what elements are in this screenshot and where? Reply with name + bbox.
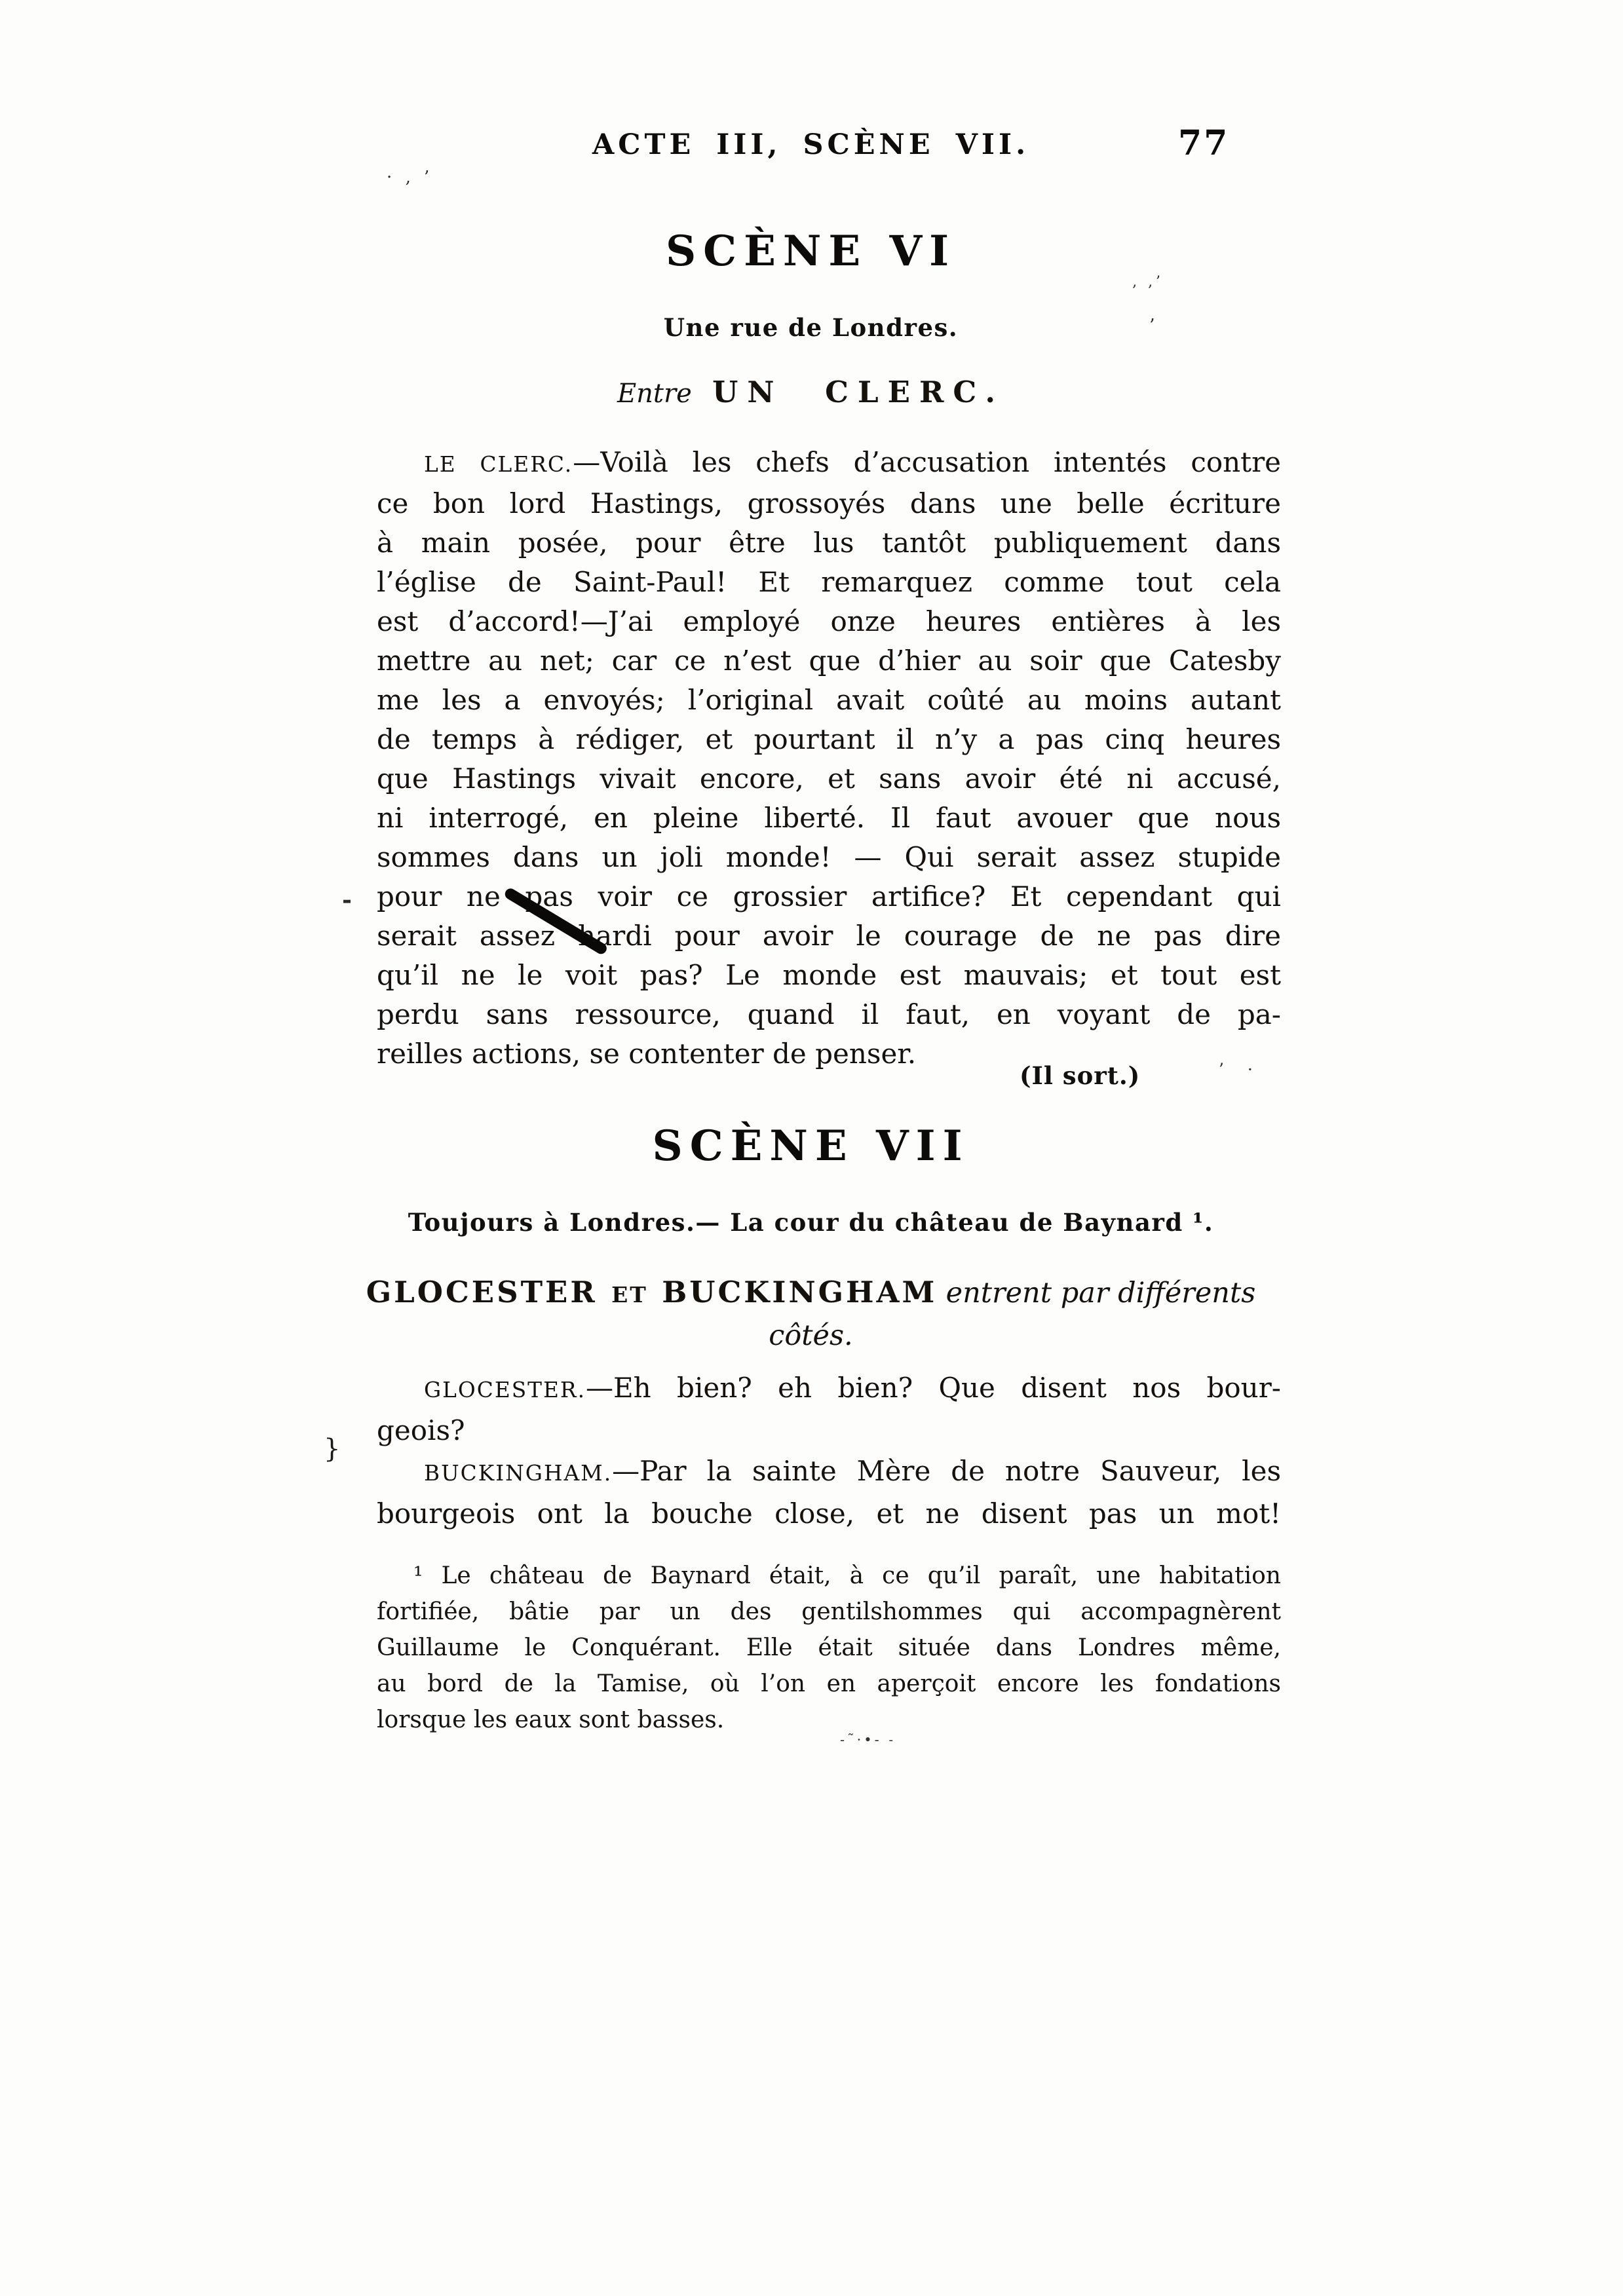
speech-line: ce bon lord Hastings, grossoyés dans une belle écriture <box>377 487 1281 519</box>
speech-line: mettre au net; car ce n’est que d’hier au soir que Catesby <box>377 645 1281 677</box>
speech-line: serait assez hardi pour avoir le courage de ne pas dire <box>377 920 1281 952</box>
margin-dash-mark: - <box>342 886 352 914</box>
speech-line: reilles actions, se contenter de penser. <box>377 1038 917 1070</box>
bottom-smudge: -˜·•‑ ˗ <box>840 1732 896 1748</box>
scene6-setting: Une rue de Londres. <box>663 313 959 342</box>
dialogue-line: bourgeois ont la bouche close, et ne disent pas un mot! <box>377 1497 1281 1530</box>
scan-speck: ’ <box>1149 316 1155 336</box>
dialogue-text: —Par la sainte Mère de notre Sauveur, les <box>612 1455 1281 1487</box>
footnote-line: Guillaume le Conquérant. Elle était située dans Londres même, <box>377 1634 1281 1661</box>
clerc-speech <box>377 443 1281 1074</box>
dialogue-line <box>377 1368 1281 1410</box>
speech-line: me les a envoyés; l’original avait coûté au moins autant <box>377 684 1281 716</box>
speaker-label-buckingham: BUCKINGHAM. <box>424 1461 613 1486</box>
speech-line: à main posée, pour être lus tantôt publiquement dans <box>377 527 1281 559</box>
speech-line: sommes dans un joli monde! — Qui serait assez stupide <box>377 841 1281 873</box>
speech-line: pour ne pas voir ce grossier artifice? Et cependant qui <box>377 880 1281 913</box>
entrance-line-1 <box>328 1272 1294 1315</box>
character-name-clerc: UN CLERC. <box>712 375 1005 409</box>
speech-line: perdu sans ressource, quand il faut, en voyant de pa- <box>377 998 1281 1030</box>
scan-speck: ‚ ‚’ <box>1132 274 1164 290</box>
stage-exit-direction: (Il sort.) <box>1020 1061 1141 1090</box>
page-number: 77 <box>1178 123 1230 163</box>
speech-line: que Hastings vivait encore, et sans avoir été ni accusé, <box>377 762 1281 795</box>
scene7-stage-direction <box>328 1272 1294 1356</box>
footnote-line: ¹ Le château de Baynard était, à ce qu’il paraît, une habitation <box>413 1562 1281 1589</box>
speech-line: ni interrogé, en pleine liberté. Il faut avouer que nous <box>377 802 1281 834</box>
footnote-line: lorsque les eaux sont basses. <box>377 1706 725 1733</box>
character-name-buckingham: BUCKINGHAM <box>662 1275 938 1309</box>
scene7-dialogue <box>377 1368 1281 1534</box>
scene6-title: SCÈNE VI <box>665 227 957 276</box>
dialogue-line <box>377 1451 1281 1494</box>
scene6-stage-direction <box>328 375 1294 409</box>
speech-line: est d’accord!—J’ai employé onze heures entières à les <box>377 605 1281 637</box>
speech-line: qu’il ne le voit pas? Le monde est mauvais; et tout est <box>377 959 1281 991</box>
footnote-line: au bord de la Tamise, où l’on en aperçoit encore les fondations <box>377 1670 1281 1697</box>
scene7-title: SCÈNE VII <box>652 1121 970 1171</box>
entrance-line-2: côtés. <box>769 1319 853 1352</box>
character-name-glocester: GLOCESTER <box>366 1275 598 1309</box>
speech-line: de temps à rédiger, et pourtant il n’y a pas cinq heures <box>377 723 1281 755</box>
running-header-title: ACTE III, SCÈNE VII. <box>592 128 1030 161</box>
speech-line <box>377 443 1281 484</box>
speaker-label-glocester: GLOCESTER. <box>424 1378 586 1402</box>
footnote-line: fortifiée, bâtie par un des gentilshommes qui accompagnèrent <box>377 1598 1281 1625</box>
footnote <box>377 1558 1281 1738</box>
stage-direction-verb: Entre <box>617 379 692 409</box>
scan-speck: ’ · <box>1219 1060 1262 1079</box>
conjunction-et: ET <box>611 1282 648 1308</box>
scan-speck: · ‚ ’ <box>387 168 434 187</box>
margin-brace-mark: } <box>324 1434 341 1464</box>
scene7-setting: Toujours à Londres.— La cour du château de Baynard ¹. <box>408 1208 1214 1237</box>
dialogue-text: —Eh bien? eh bien? Que disent nos bour- <box>585 1372 1281 1404</box>
speech-line: l’église de Saint-Paul! Et remarquez comme tout cela <box>377 566 1281 598</box>
speaker-label-clerc: LE CLERC. <box>424 452 573 477</box>
stage-direction-text: entrent par différents <box>945 1277 1256 1309</box>
dialogue-line: geois? <box>377 1414 465 1446</box>
speech-text: —Voilà les chefs d’accusation intentés contre <box>573 446 1281 478</box>
